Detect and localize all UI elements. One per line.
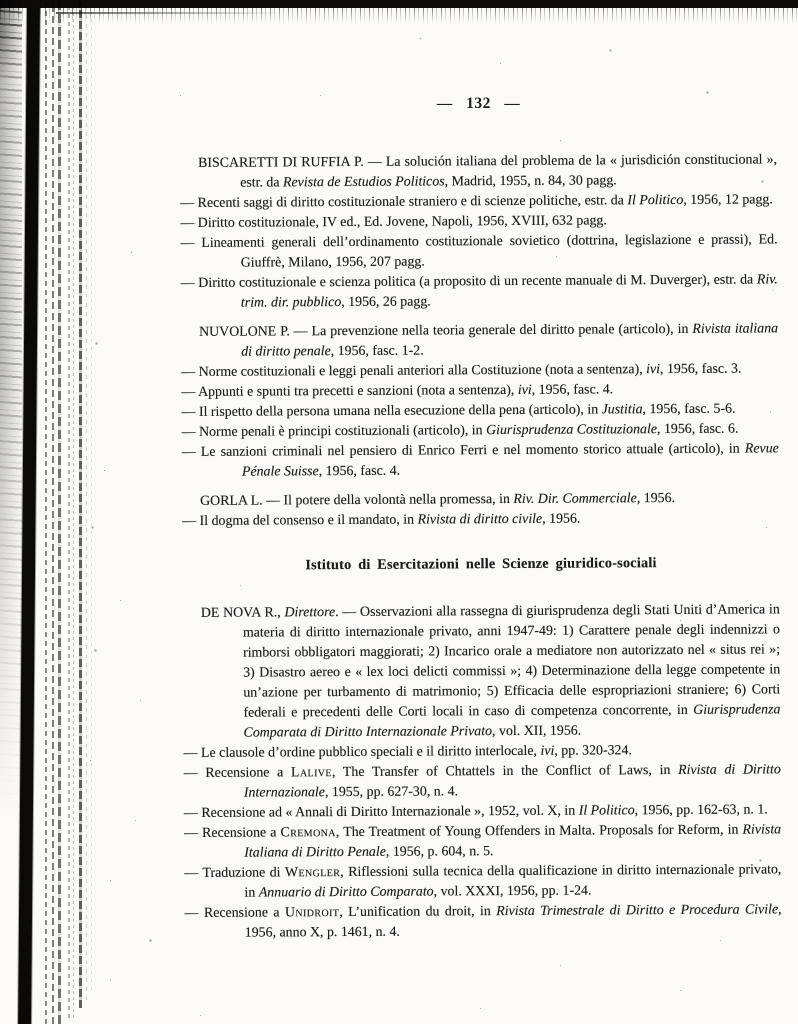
entry-text-run: , pp. 320-324. [554,743,632,759]
entry-text-run: Giurisprudenza Comparata di Diritto Internazionale Privato [243,702,781,741]
bibliography-entry [180,150,777,194]
entry-text-run: Il Politico [627,192,684,209]
entry-text-run: , 1956, fasc. 4. [318,463,401,480]
entry-text-run: Direttore [284,605,336,621]
paper-speckles [420,38,421,39]
scan-top-edge [0,0,798,8]
page-edge-line [91,0,92,990]
institute-heading: Istituto di Esercitazioni nelle Scienze giuridico-sociali [305,555,657,574]
page-edge-line [86,0,87,1000]
bibliography-entry [184,860,781,904]
entry-text-run: , 1955, pp. 627-30, n. 4. [324,784,459,801]
bibliography-entry [183,600,781,744]
entry-text-run: , 1956, anno X, p. 1461, n. 4. [244,902,782,941]
entry-text-run: — Norme costituzionali e leggi penali anteriori alla Costituzione (nota a sentenza), [181,362,647,380]
entry-text-run: Giurisprudenza Costituzionale [486,422,658,439]
entry-text-run: Revista de Estudios Politicos [282,174,445,191]
entry-text-run: — Recensione ad « Annali di Diritto Internazionale », 1952, vol. X, in [183,803,579,821]
binding-left-edge [0,0,22,820]
entry-text-run: , Madrid, 1955, n. 84, 30 pagg. [444,173,617,190]
entry-text-run: , 1956, p. 604, n. 5. [385,844,494,860]
entry-text-run: BISCARETTI DI RUFFIA P. — La solución italiana del problema de la « jurisdición constitucional », estr. da [198,152,778,191]
page-corner-line [56,12,286,14]
page-edge-line [58,0,61,1024]
entry-text-run: DE NOVA R., [200,605,285,621]
scan-top-edge-noise [0,8,798,24]
page-number: — 132 — [436,95,521,112]
page-edge-line [68,0,70,1018]
entry-text-run: , 1956, 26 pagg. [341,294,431,311]
entry-text-run: , vol. XII, 1956. [491,723,582,740]
entry-text-run: Rivista di diritto civile [417,511,543,528]
page-edge-line [52,0,54,1024]
page-edge-line [79,0,82,1008]
entry-text-run: , 1956. [636,490,676,507]
bibliography-entry [182,439,779,483]
bibliography-entry [181,270,778,314]
entry-text-run: ivi [646,362,661,378]
entry-text-run: — Norme penali è principi costituzionali (articolo), in [181,423,487,440]
entry-text-run: , The Transfer of Chtattels in the Conflict of Laws, in [331,762,679,781]
entry-text-run: — Le sanzioni criminali nel pensiero di Enrico Ferri e nel momento storico attuale (articolo), in [181,441,745,460]
entry-text-run: Wengler [284,865,341,881]
entry-text-run: — Il rispetto della persona umana nella esecuzione della pena (articolo), in [181,402,602,420]
bibliography-section-nuvolone [181,319,779,483]
entry-text-run: , 1956, fasc. 5-6. [642,401,736,418]
bibliography-entry [180,190,777,214]
entry-text-run: NUVOLONE P. — La prevenzione nella teoria generale del diritto penale (articolo), in [199,321,693,340]
entry-text-run: , 1956, fasc. 3. [659,361,742,378]
entry-text-run: — Le clausole d’ordine pubblico speciali e il diritto interlocale, [183,743,541,761]
entry-text-run: , 1956, fasc. 1-2. [330,343,424,360]
bibliography-entry [181,319,778,363]
entry-text-run: Justitia [601,402,643,418]
page-edge-line [45,0,47,1024]
entry-text-run: — Recensione a [183,765,292,781]
entry-text-run: , Riflessioni sulla tecnica della qualificazione in diritto internazionale privato, in [244,862,782,901]
entry-text-run: , The Treatment of Young Offenders in Malta. Proposals for Reform, in [335,822,743,841]
entry-text-run: Revue Pénale Suisse [241,441,779,480]
entry-text-run: ivi [517,382,532,398]
entry-text-run: — Recensione a [184,905,285,921]
entry-text-run: , 1956, fasc. 6. [656,421,739,438]
bibliography-entry [184,820,781,864]
entry-text-run: , 1956, 12 pagg. [683,192,773,208]
bibliography-entry [180,230,777,274]
entry-text-run: — Recensione a [184,825,281,841]
entry-text-run: — Recenti saggi di diritto costituzionale straniero e di scienze politiche, estr. da [180,193,628,211]
entry-text-run: Rivista italiana di diritto penale [241,321,779,360]
entry-text-run: Riv. Dir. Commerciale [513,491,637,507]
entry-text-run: — Diritto costituzionale, IV ed., Ed. Jovene, Napoli, 1956, XVIII, 632 pagg. [180,213,607,231]
entry-text-run: , 1956. [542,511,581,527]
entry-text-run: Unidroit [284,905,340,921]
entry-text-run: , L’unification du droit, in [339,904,497,921]
entry-text-run: Cremona [280,825,336,841]
entry-text-run: — Lineamenti generali dell’ordinamento costituzionale sovietico (dottrina, legislazione e prassi), Ed. Giuffrè, Milano, 1956, 207 pagg. [180,232,778,271]
bibliography-entry [184,760,781,804]
entry-text-run: , vol. XXXI, 1956, pp. 1-24. [433,883,592,900]
entry-text-run: — Il dogma del consenso e il mandato, in [182,512,418,529]
bibliography-section-gorla [182,488,779,532]
entry-text-run: — Traduzione di [184,865,285,881]
entry-text-run: Annuario di Diritto Comparato [258,884,434,901]
entry-text-run: . — Osservazioni alla rassegna di giurisprudenza degli Stati Uniti d’America in materia di diritto internazionale privato, anni 1947-49: 1) Carattere penale degli indennizzi o rimborsi obbligatori maggiorati; 2) Incarico orale a mediatore non autorizzato nel « situs rei »; 3) Disastro aereo e « lex loci delicti commissi »; 4) Determinazione della legge competente in un’azione per turbamento di matrimonio; 5) Efficacia delle espropriazioni straniere; 6) Corti federali e precedenti delle Corti locali in caso di competenza concorrente, in [242,602,781,721]
bibliography-entry [182,508,779,532]
entry-text-run: ivi [540,743,555,759]
entry-text-run: Rivista Trimestrale di Diritto e Procedura Civile [496,902,779,920]
page-edge-line [73,0,74,1018]
bibliography [180,150,782,953]
bibliography-section-de-nova [183,600,782,944]
entry-text-run: GORLA L. — Il potere della volontà nella promessa, in [200,491,514,509]
entry-text-run: Riv. trim. dir. pubblico [240,272,778,311]
entry-text-run: Il Politico [578,803,635,819]
bibliography-entry [181,359,778,383]
entry-text-run: Rivista di Diritto Internazionale [243,762,781,801]
entry-text-run: , 1956, pp. 162-63, n. 1. [634,802,768,819]
entry-text-run: — Appunti e spunti tra precetti e sanzioni (nota a sentenza), [181,382,518,400]
entry-text-run: Rivista Italiana di Diritto Penale [244,822,782,861]
entry-text-run: — Diritto costituzionale e scienza politica (a proposito di un recente manuale di M. Duverger), estr. da [180,272,757,291]
entry-text-run: , 1956, fasc. 4. [531,382,614,398]
entry-text-run: Lalive [290,765,332,781]
bibliography-entry [185,900,782,944]
bibliography-section-biscaretti-di-ruffia [180,150,778,314]
